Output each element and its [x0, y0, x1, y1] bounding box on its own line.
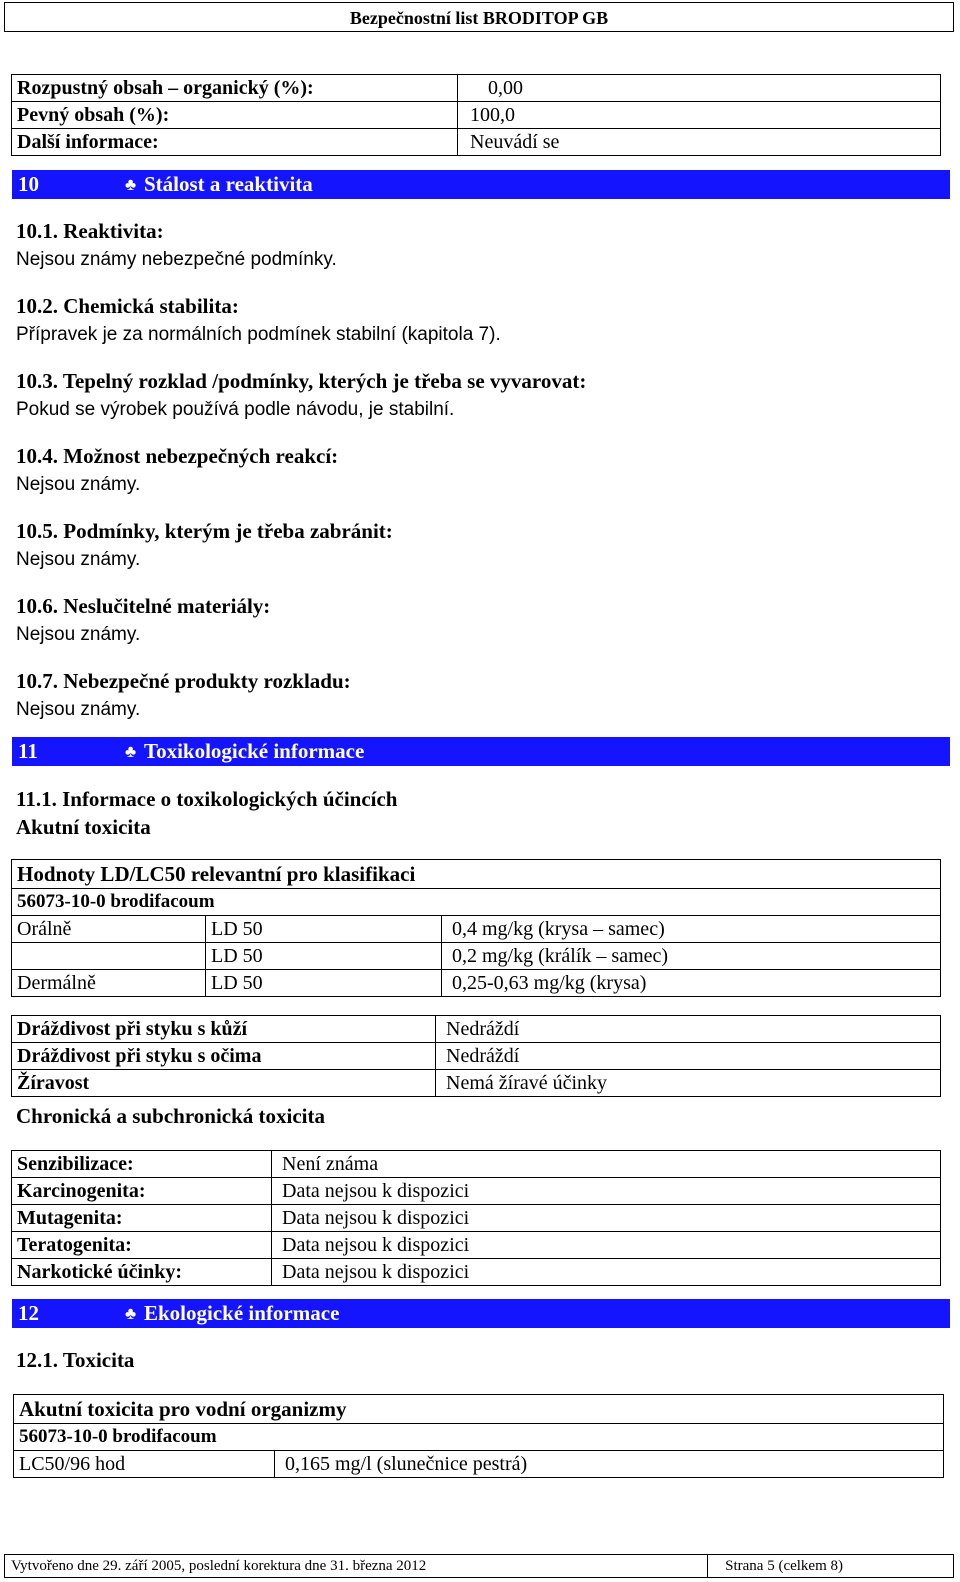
subsection-heading: 10.4. Možnost nebezpečných reakcí:	[16, 444, 339, 468]
section-number: 11	[18, 739, 38, 763]
subsection-text: Nejsou známy.	[16, 549, 141, 570]
aquatic-label: LC50/96 hod	[14, 1451, 275, 1478]
chronic-table	[11, 1150, 941, 1286]
document-header	[4, 2, 954, 32]
ld-type: LD 50	[206, 970, 442, 997]
ld-value: 0,25-0,63 mg/kg (krysa)	[442, 970, 941, 997]
document-title: Bezpečnostní list BRODITOP GB	[349, 8, 609, 28]
chronic-label: Mutagenita:	[12, 1205, 272, 1232]
table-row	[12, 1070, 941, 1097]
ld-value: 0,4 mg/kg (krysa – samec)	[442, 916, 941, 943]
table-row	[12, 943, 941, 970]
subsection-text: Nejsou známy.	[16, 624, 141, 645]
irritation-table	[11, 1015, 941, 1097]
document-footer	[4, 1554, 954, 1578]
club-icon: ♣	[125, 742, 137, 761]
table-row	[12, 860, 941, 889]
table-row	[12, 1178, 941, 1205]
irritation-value: Nemá žíravé účinky	[436, 1070, 941, 1097]
club-icon: ♣	[125, 1304, 137, 1323]
table-row	[12, 75, 941, 102]
chronic-value: Data nejsou k dispozici	[272, 1205, 941, 1232]
section-title: Stálost a reaktivita	[144, 172, 313, 196]
prop-label: Rozpustný obsah – organický (%):	[12, 75, 458, 102]
table-row	[14, 1451, 944, 1478]
prop-label: Další informace:	[12, 129, 458, 156]
table-row	[14, 1395, 944, 1424]
subsection-heading: 10.2. Chemická stabilita:	[16, 294, 239, 318]
subsection-text: Přípravek je za normálních podmínek stabilní (kapitola 7).	[16, 324, 501, 345]
club-icon: ♣	[125, 175, 137, 194]
aquatic-value: 0,165 mg/l (slunečnice pestrá)	[275, 1451, 944, 1478]
subsection-heading: 12.1. Toxicita	[16, 1348, 135, 1372]
section-12-bar	[12, 1299, 950, 1328]
section-number: 12	[18, 1301, 39, 1325]
table-row	[12, 916, 941, 943]
footer-created-text: Vytvořeno dne 29. září 2005, poslední korektura dne 31. března 2012	[11, 1558, 427, 1574]
aquatic-table-title: Akutní toxicita pro vodní organizmy	[14, 1395, 944, 1424]
subsection-subheading: Akutní toxicita	[16, 815, 151, 839]
section-title: Ekologické informace	[144, 1301, 340, 1325]
table-row	[14, 1424, 944, 1451]
subsection-text: Nejsou známy.	[16, 474, 141, 495]
footer-divider	[707, 1555, 708, 1577]
ld-value: 0,2 mg/kg (králík – samec)	[442, 943, 941, 970]
chronic-value: Data nejsou k dispozici	[272, 1259, 941, 1286]
table-row	[12, 1259, 941, 1286]
chronic-label: Teratogenita:	[12, 1232, 272, 1259]
subsection-heading: 10.3. Tepelný rozklad /podmínky, kterých je třeba se vyvarovat:	[16, 369, 587, 393]
aquatic-table	[13, 1394, 944, 1478]
ld-route	[12, 943, 206, 970]
subsection-heading: 11.1. Informace o toxikologických účincích	[16, 787, 398, 811]
table-row	[12, 1232, 941, 1259]
section-10-bar	[12, 170, 950, 199]
ld-table-title: Hodnoty LD/LC50 relevantní pro klasifikaci	[12, 860, 941, 889]
subsection-heading: 10.1. Reaktivita:	[16, 219, 164, 243]
section-title: Toxikologické informace	[144, 739, 365, 763]
table-row	[12, 1151, 941, 1178]
subsection-text: Nejsou známy.	[16, 699, 141, 720]
ld-type: LD 50	[206, 943, 442, 970]
irritation-label: Dráždivost při styku s kůží	[12, 1016, 436, 1043]
table-row	[12, 1205, 941, 1232]
chronic-value: Data nejsou k dispozici	[272, 1178, 941, 1205]
chronic-toxicity-heading: Chronická a subchronická toxicita	[16, 1104, 326, 1128]
page-number: Strana 5 (celkem 8)	[725, 1558, 843, 1574]
chronic-label: Karcinogenita:	[12, 1178, 272, 1205]
table-row	[12, 1043, 941, 1070]
chronic-label: Narkotické účinky:	[12, 1259, 272, 1286]
chronic-value: Není známa	[272, 1151, 941, 1178]
ld-route: Dermálně	[12, 970, 206, 997]
prop-label: Pevný obsah (%):	[12, 102, 458, 129]
irritation-label: Dráždivost při styku s očima	[12, 1043, 436, 1070]
properties-table	[11, 74, 941, 156]
subsection-heading: 10.6. Neslučitelné materiály:	[16, 594, 271, 618]
table-row	[12, 129, 941, 156]
ld-table	[11, 859, 941, 997]
subsection-text: Pokud se výrobek používá podle návodu, je stabilní.	[16, 399, 455, 420]
prop-value: 0,00	[458, 75, 941, 102]
section-number: 10	[18, 172, 39, 196]
subsection-heading: 10.5. Podmínky, kterým je třeba zabránit:	[16, 519, 393, 543]
prop-value: 100,0	[458, 102, 941, 129]
irritation-label: Žíravost	[12, 1070, 436, 1097]
irritation-value: Nedráždí	[436, 1043, 941, 1070]
ld-route: Orálně	[12, 916, 206, 943]
substance-name: 56073-10-0 brodifacoum	[14, 1424, 944, 1451]
table-row	[12, 1016, 941, 1043]
chronic-value: Data nejsou k dispozici	[272, 1232, 941, 1259]
prop-value: Neuvádí se	[458, 129, 941, 156]
section-11-bar	[12, 737, 950, 766]
table-row	[12, 889, 941, 916]
subsection-text: Nejsou známy nebezpečné podmínky.	[16, 249, 337, 270]
ld-type: LD 50	[206, 916, 442, 943]
table-row	[12, 102, 941, 129]
subsection-heading: 10.7. Nebezpečné produkty rozkladu:	[16, 669, 351, 693]
chronic-label: Senzibilizace:	[12, 1151, 272, 1178]
irritation-value: Nedráždí	[436, 1016, 941, 1043]
table-row	[12, 970, 941, 997]
substance-name: 56073-10-0 brodifacoum	[12, 889, 941, 916]
